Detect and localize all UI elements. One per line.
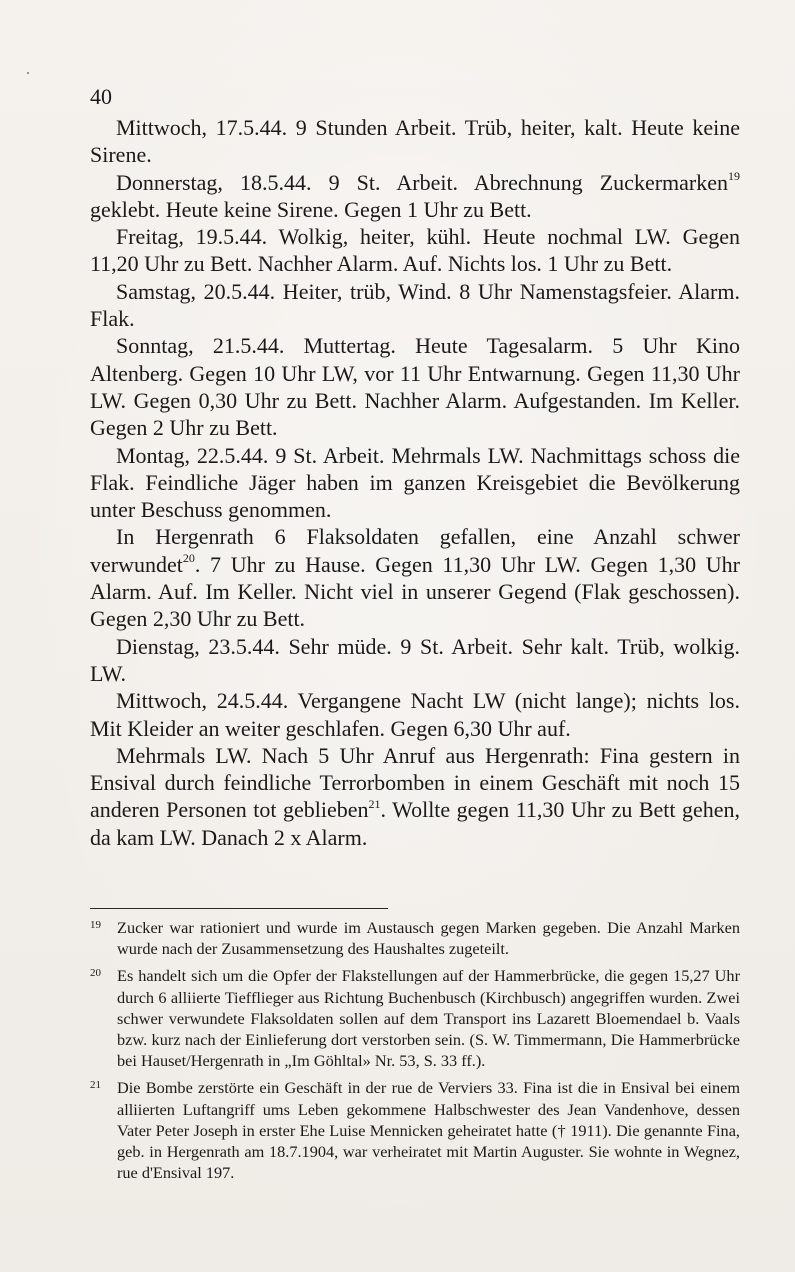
paper-speck <box>27 72 29 74</box>
footnote-marker: 21 <box>90 1079 101 1092</box>
footnote-text: Zucker war rationiert und wurde im Austausch gegen Marken gegeben. Die Anzahl Marken wurde nach der Zusammensetzung des Haushaltes zugeteilt. <box>117 918 740 959</box>
entry-text-continued: . Wollte gegen 11,30 Uhr zu Bett gehen, da kam LW. Danach 2 x Alarm. <box>90 797 740 850</box>
entry-text: Mittwoch, 17.5.44. 9 Stunden Arbeit. Trüb, heiter, kalt. Heute keine Sirene. <box>90 115 740 168</box>
page-number: 40 <box>90 84 112 109</box>
diary-entry <box>90 742 740 851</box>
entry-text: Donnerstag, 18.5.44. 9 St. Arbeit. Abrechnung Zuckermarken <box>116 169 728 195</box>
diary-entry <box>90 114 740 169</box>
footnote <box>90 965 740 1071</box>
footnote-marker: 20 <box>90 967 101 980</box>
diary-entry <box>90 169 740 224</box>
footnotes <box>90 917 740 1189</box>
entry-text: Dienstag, 23.5.44. Sehr müde. 9 St. Arbeit. Sehr kalt. Trüb, wolkig. LW. <box>90 633 740 686</box>
footnote <box>90 1077 740 1183</box>
diary-entry <box>90 278 740 333</box>
diary-entry <box>90 442 740 524</box>
entry-text: Mittwoch, 24.5.44. Vergangene Nacht LW (nicht lange); nichts los. Mit Kleider an weiter geschlafen. Gegen 6,30 Uhr auf. <box>90 688 740 741</box>
diary-entry <box>90 633 740 688</box>
diary-entry <box>90 523 740 632</box>
entry-text: Samstag, 20.5.44. Heiter, trüb, Wind. 8 Uhr Namenstagsfeier. Alarm. Flak. <box>90 278 740 332</box>
footnote-text: Die Bombe zerstörte ein Geschäft in der rue de Verviers 33. Fina ist die in Ensival bei einem alliierten Luftangriff ums Leben gekommene Halbschwester des Jean Vandenhove, dessen Vater Peter Joseph in erster Ehe Luise Mennicken geheiratet hatte († 1911). Die genannte Fina, geb. in Hergenrath am 18.7.1904, war verheiratet mit Martin Auguster. Sie wohnte in Wegnez, rue d'Ensival 197. <box>117 1078 740 1183</box>
diary-entry <box>90 223 740 278</box>
entry-text-continued: geklebt. Heute keine Sirene. Gegen 1 Uhr zu Bett. <box>90 196 532 222</box>
entry-text: Freitag, 19.5.44. Wolkig, heiter, kühl. Heute nochmal LW. Gegen 11,20 Uhr zu Bett. Nachher Alarm. Auf. Nichts los. 1 Uhr zu Bett. <box>90 224 740 277</box>
footnote-reference: 20 <box>182 551 195 566</box>
footnote-marker: 19 <box>90 919 101 931</box>
diary-entry <box>90 687 740 742</box>
entry-text: Sonntag, 21.5.44. Muttertag. Heute Tagesalarm. 5 Uhr Kino Altenberg. Gegen 10 Uhr LW, vor 11 Uhr Entwarnung. Gegen 11,30 Uhr LW. Gegen 0,30 Uhr zu Bett. Nachher Alarm. Aufgestanden. Im Keller. Gegen 2 Uhr zu Bett. <box>90 333 740 441</box>
diary-text <box>90 114 740 851</box>
diary-entry <box>90 332 740 441</box>
footnote-divider <box>90 908 388 909</box>
footnote-reference: 21 <box>368 797 381 812</box>
entry-text: In Hergenrath 6 Flaksoldaten gefallen, eine Anzahl schwer verwundet <box>90 524 740 577</box>
entry-text: Mehrmals LW. Nach 5 Uhr Anruf aus Hergenrath: Fina gestern in Ensival durch feindliche Terrorbomben in einem Geschäft mit noch 15 anderen Personen tot geblieben <box>90 742 740 823</box>
footnote-text: Es handelt sich um die Opfer der Flakstellungen auf der Hammerbrücke, die gegen 15,27 Uhr durch 6 alliierte Tiefflieger aus Richtung Buchenbusch (Kirchbusch) angegriffen wurden. Zwei schwer verwundete Flaksoldaten sollen auf dem Transport ins Lazarett Bloemendael b. Vaals bzw. kurz nach der Einlieferung dort verstorben sein. (S. W. Timmermann, Die Hammerbrücke bei Hauset/Hergenrath in „Im Göhltal» Nr. 53, S. 33 ff.). <box>117 966 740 1071</box>
entry-text: Montag, 22.5.44. 9 St. Arbeit. Mehrmals LW. Nachmittags schoss die Flak. Feindliche Jäger haben im ganzen Kreisgebiet die Bevölkerung unter Beschuss genommen. <box>90 442 740 523</box>
footnote-reference: 19 <box>728 169 740 184</box>
entry-text-continued: . 7 Uhr zu Hause. Gegen 11,30 Uhr LW. Gegen 1,30 Uhr Alarm. Auf. Im Keller. Nicht viel in unserer Gegend (Flak geschossen). Gegen 2,30 Uhr zu Bett. <box>90 551 740 632</box>
footnote <box>90 917 740 959</box>
